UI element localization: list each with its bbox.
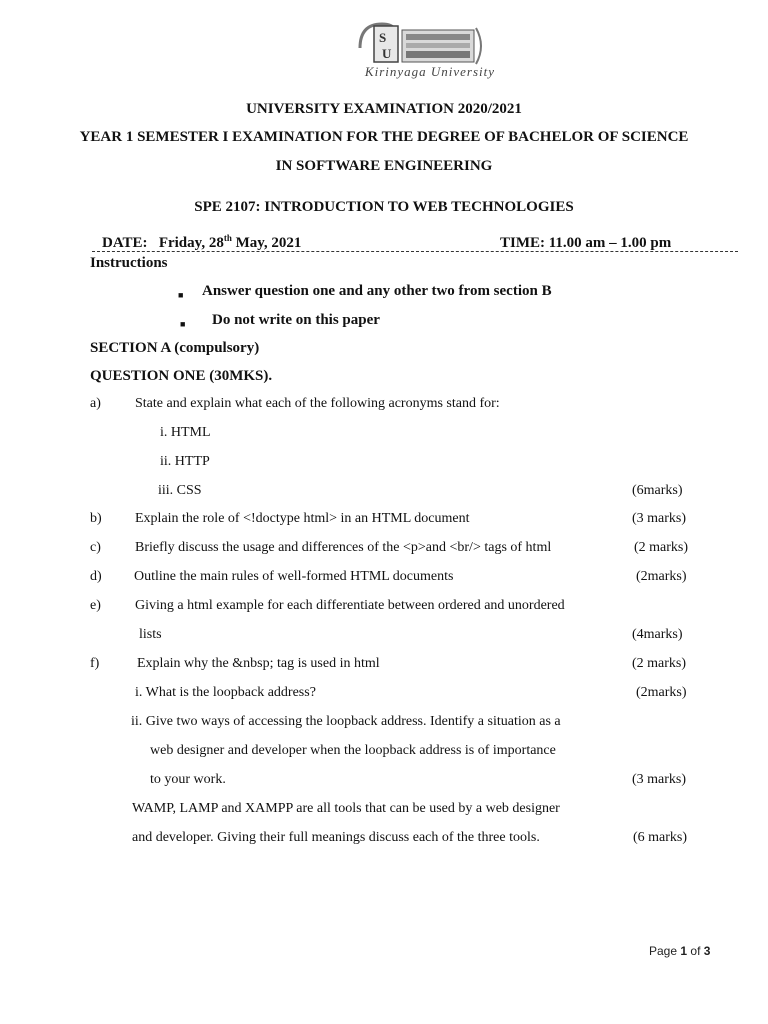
bullet-icon: ■	[178, 290, 184, 300]
page-total: 3	[703, 944, 711, 958]
item-text: Giving a html example for each differentiate between ordered and unordered	[135, 598, 565, 613]
section-heading: SECTION A (compulsory)	[90, 340, 260, 356]
item-marks: (2 marks)	[634, 540, 689, 555]
item-text: WAMP, LAMP and XAMPP are all tools that can be used by a web designer	[132, 801, 560, 816]
item-text: Explain the role of <!doctype html> in an HTML document	[135, 511, 470, 526]
instruction-item: Do not write on this paper	[212, 312, 380, 328]
item-marks: (3 marks)	[632, 772, 687, 787]
item-text: iii. CSS	[158, 483, 202, 498]
svg-text:U: U	[382, 46, 392, 61]
item-text: State and explain what each of the following acronyms stand for:	[135, 396, 500, 411]
item-text: Outline the main rules of well-formed HTML documents	[134, 569, 454, 584]
item-label: b)	[90, 511, 102, 526]
item-marks: (6 marks)	[633, 830, 688, 845]
svg-text:S: S	[379, 30, 387, 45]
degree-line-1: YEAR 1 SEMESTER I EXAMINATION FOR THE DEGREE OF BACHELOR OF SCIENCE	[79, 129, 689, 145]
date-superscript: th	[223, 233, 232, 243]
date-label: DATE:	[102, 235, 148, 251]
item-text: ii. HTTP	[160, 454, 210, 469]
bullet-icon: ■	[180, 319, 186, 329]
date-day: Friday, 28	[158, 235, 224, 251]
item-label: d)	[90, 569, 102, 584]
item-marks: (4marks)	[632, 627, 683, 642]
page-current: 1	[680, 944, 688, 958]
date-rest: May, 2021	[231, 235, 302, 251]
item-label: c)	[90, 540, 101, 555]
dashed-divider	[92, 251, 738, 252]
instructions-heading: Instructions	[90, 255, 168, 271]
item-marks: (6marks)	[632, 483, 683, 498]
item-text: i. HTML	[160, 425, 211, 440]
logo-wordmark: Kirinyaga University	[364, 64, 496, 79]
item-text: i. What is the loopback address?	[135, 685, 316, 700]
item-text: ii. Give two ways of accessing the loopback address. Identify a situation as a	[131, 714, 561, 729]
item-label: f)	[90, 656, 100, 671]
exam-title: UNIVERSITY EXAMINATION 2020/2021	[246, 101, 522, 117]
page-word: Page	[649, 944, 678, 958]
item-marks: (2 marks)	[632, 656, 687, 671]
of-word: of	[690, 944, 701, 958]
degree-line-2: IN SOFTWARE ENGINEERING	[275, 158, 493, 174]
item-text: lists	[139, 627, 162, 642]
item-marks: (3 marks)	[632, 511, 687, 526]
question-heading: QUESTION ONE (30MKS).	[90, 368, 273, 384]
exam-date	[102, 235, 301, 252]
item-text: web designer and developer when the loopback address is of importance	[150, 743, 556, 758]
exam-time: TIME: 11.00 am – 1.00 pm	[500, 235, 672, 251]
course-title: SPE 2107: INTRODUCTION TO WEB TECHNOLOGIES	[194, 199, 574, 215]
item-text: Explain why the &nbsp; tag is used in html	[137, 656, 380, 671]
item-label: e)	[90, 598, 101, 613]
item-text: and developer. Giving their full meanings discuss each of the three tools.	[132, 830, 540, 845]
item-text: Briefly discuss the usage and differences of the <p>and <br/> tags of html	[135, 540, 552, 555]
instruction-item: Answer question one and any other two from section B	[202, 283, 552, 299]
page-footer	[649, 944, 710, 958]
item-label: a)	[90, 396, 101, 411]
item-marks: (2marks)	[636, 569, 687, 584]
item-text: to your work.	[150, 772, 226, 787]
item-marks: (2marks)	[636, 685, 687, 700]
